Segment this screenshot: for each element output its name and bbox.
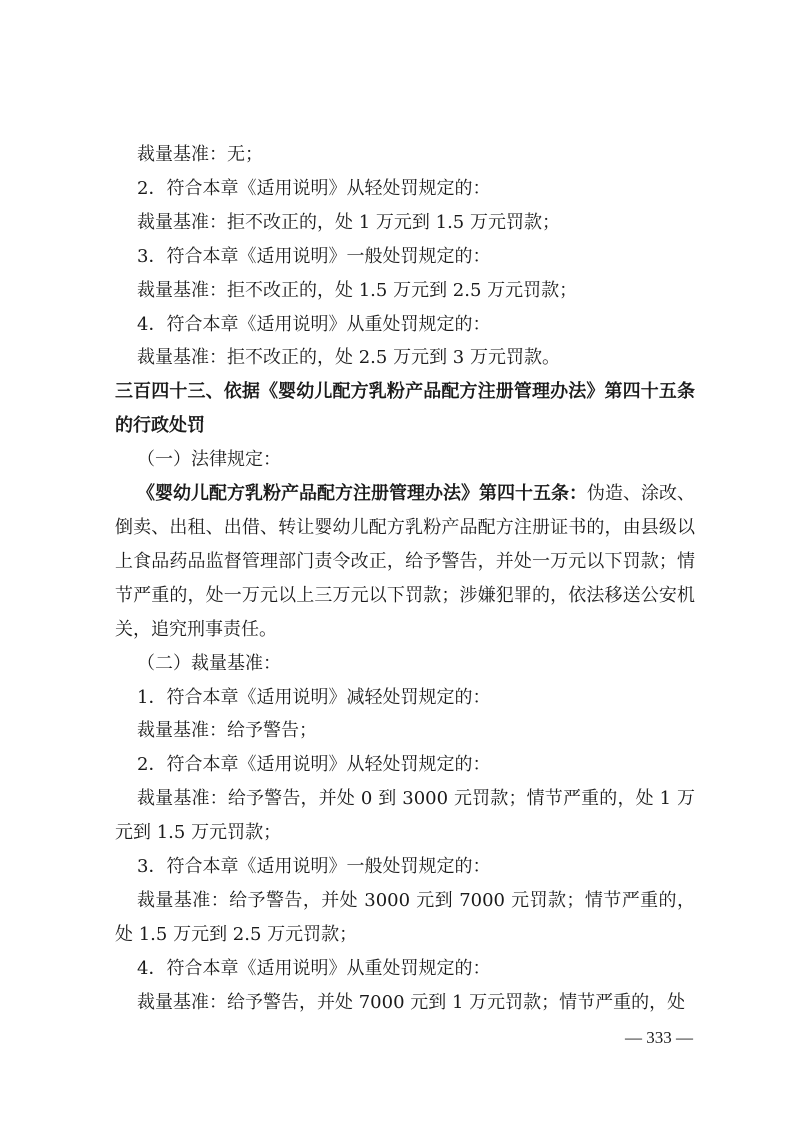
rule-line: 2．符合本章《适用说明》从轻处罚规定的：: [137, 754, 491, 776]
legal-provision-label: （一）法律规定：: [137, 449, 281, 471]
standard-line: 裁量基准：无；: [137, 144, 263, 165]
rule-line: 1．符合本章《适用说明》减轻处罚规定的：: [137, 686, 491, 708]
standard-line: 裁量基准：给予警告，并处 0 到 3000 元罚款；情节严重的，处 1 万元到 1.5 万元罚款；: [115, 788, 695, 844]
rule-line: 4．符合本章《适用说明》从重处罚规定的：: [137, 957, 491, 979]
standard-line: 裁量基准：给予警告；: [137, 720, 317, 742]
rule-line: 4．符合本章《适用说明》从重处罚规定的：: [137, 313, 491, 335]
standard-line: 裁量基准：拒不改正的，处 2.5 万元到 3 万元罚款。: [137, 347, 560, 369]
law-paragraph: [115, 477, 695, 647]
standard-line: 裁量基准：给予警告，并处 7000 元到 1 万元罚款；情节严重的，处: [137, 991, 686, 1013]
discretion-standard-label: （二）裁量基准：: [137, 652, 281, 674]
rule-line: 3．符合本章《适用说明》一般处罚规定的：: [137, 245, 491, 267]
page-content: [115, 138, 695, 1020]
page-number: — 333 —: [625, 1028, 693, 1047]
standard-line: 裁量基准：拒不改正的，处 1 万元到 1.5 万元罚款；: [137, 211, 560, 233]
law-reference: 《婴幼儿配方乳粉产品配方注册管理办法》第四十五条：: [137, 483, 587, 505]
law-text: 伪造、涂改、倒卖、出租、出借、转让婴幼儿配方乳粉产品配方注册证书的，由县级以上食品药品监督管理部门责令改正，给予警告，并处一万元以下罚款；情节严重的，处一万元以上三万元以下罚款；涉嫌犯罪的，依法移送公安机关，追究刑事责任。: [115, 483, 695, 640]
standard-line: 裁量基准：给予警告，并处 3000 元到 7000 元罚款；情节严重的，处 1.5 万元到 2.5 万元罚款；: [115, 889, 695, 945]
section-heading: 三百四十三、依据《婴幼儿配方乳粉产品配方注册管理办法》第四十五条的行政处罚: [115, 381, 695, 437]
rule-line: 2．符合本章《适用说明》从轻处罚规定的：: [137, 177, 491, 199]
rule-line: 3．符合本章《适用说明》一般处罚规定的：: [137, 856, 491, 878]
standard-line: 裁量基准：拒不改正的，处 1.5 万元到 2.5 万元罚款；: [137, 279, 578, 301]
